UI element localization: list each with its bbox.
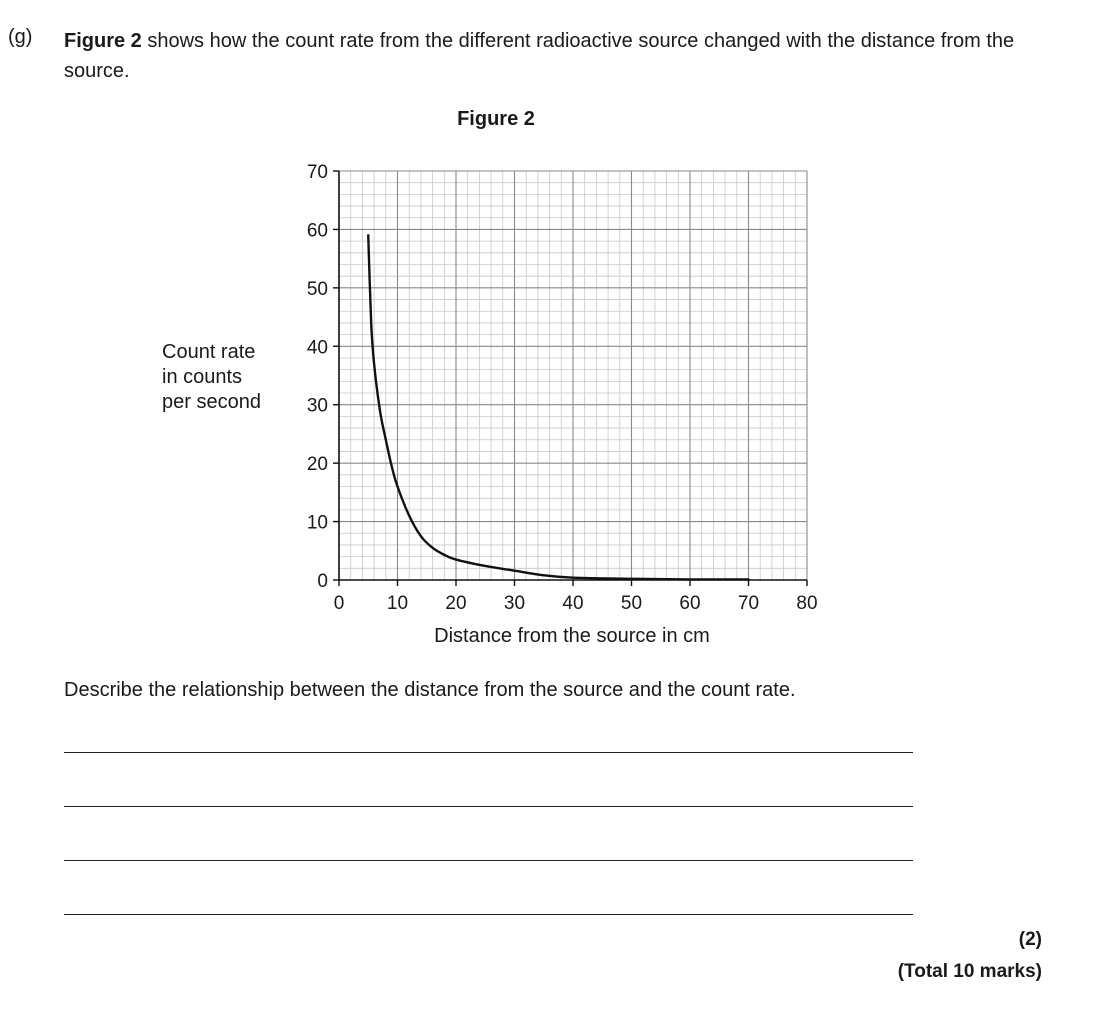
y-tick-label: 60 <box>306 220 328 242</box>
count-rate-curve <box>368 235 748 579</box>
x-tick-label: 10 <box>386 593 409 614</box>
x-tick-label: 30 <box>503 593 526 614</box>
answer-line-1[interactable] <box>64 752 913 753</box>
x-tick-label: 80 <box>796 593 818 614</box>
answer-line-3[interactable] <box>64 860 913 861</box>
x-tick-label: 70 <box>737 593 760 614</box>
y-tick-label: 40 <box>306 337 328 359</box>
ticks <box>333 171 807 586</box>
y-tick-label: 70 <box>306 162 328 183</box>
answer-line-4[interactable] <box>64 914 913 915</box>
y-tick-label: 20 <box>306 454 328 476</box>
y-tick-label: 50 <box>306 278 328 300</box>
figure-reference: Figure 2 <box>64 30 142 52</box>
x-tick-label: 20 <box>445 593 467 614</box>
question-number: (g) <box>8 26 33 48</box>
question-prompt: Describe the relationship between the distance from the source and the count rate. <box>64 679 796 701</box>
intro-text: shows how the count rate from the different radioactive source changed with the distance from the source. <box>64 30 1015 82</box>
x-axis-label: Distance from the source in cm <box>434 625 710 647</box>
x-tick-label: 0 <box>333 593 345 614</box>
answer-line-2[interactable] <box>64 806 913 807</box>
x-tick-label: 60 <box>679 593 701 614</box>
y-axis-label-line-3: per second <box>162 391 261 413</box>
y-axis-label-line-1: Count rate <box>162 341 256 363</box>
y-tick-label: 10 <box>306 512 328 534</box>
x-tick-label: 40 <box>562 593 584 614</box>
y-tick-label: 0 <box>317 571 328 592</box>
y-axis-label-line-2: in counts <box>162 366 243 388</box>
total-marks: (Total 10 marks) <box>897 961 1042 982</box>
question-marks: (2) <box>1018 929 1042 950</box>
y-tick-label: 30 <box>306 395 328 417</box>
x-tick-label: 50 <box>620 593 643 614</box>
figure-title: Figure 2 <box>457 108 535 130</box>
